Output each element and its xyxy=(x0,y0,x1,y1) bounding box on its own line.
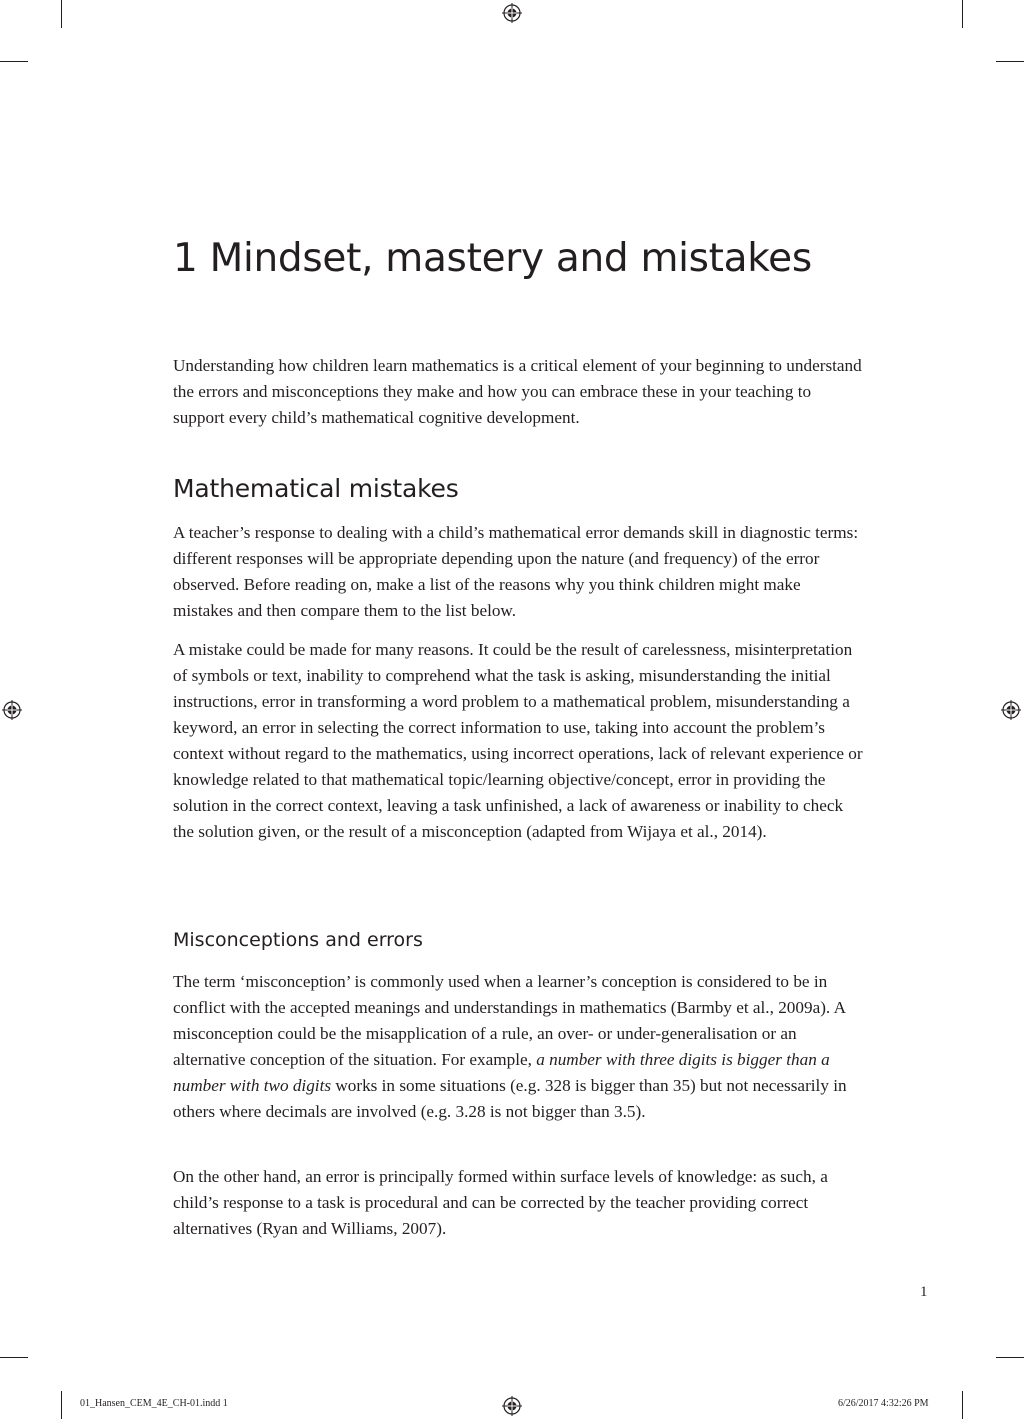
subsection-body xyxy=(173,969,863,1125)
crop-mark-left-top xyxy=(0,61,28,62)
section-body-2 xyxy=(173,637,863,845)
subsection-paragraph-1 xyxy=(173,969,863,1125)
crop-mark-top-right xyxy=(962,0,963,28)
intro-paragraph: Understanding how children learn mathematics is a critical element of your beginning to understand the errors and misconceptions they make and how you can embrace these in your teaching to support every child’s mathematical cognitive development. xyxy=(173,356,862,427)
registration-mark-icon xyxy=(1001,700,1021,720)
registration-mark-icon xyxy=(502,3,522,23)
subsection-paragraph-1-text: The term ‘misconception’ is commonly used when a learner’s conception is considered to be in conflict with the accepted meanings and understandings in mathematics (Barmby et al., 2009a). A misconception could be the misapplication of a rule, an over- or under-generalisation or an alternative conception of the situation. For example, xyxy=(173,972,846,1069)
section-body xyxy=(173,520,863,624)
registration-mark-icon xyxy=(2,700,22,720)
subsection-body-2 xyxy=(173,1164,863,1242)
subsection-paragraph-2: On the other hand, an error is principally formed within surface levels of knowledge: as such, a child’s response to a task is procedural and can be corrected by the teacher providing correct alternatives (Ryan and Williams, 2007). xyxy=(173,1167,828,1238)
subsection-paragraph-1-text-end: works in some situations (e.g. 328 is bigger than 35) but not necessarily in others where decimals are involved (e.g. 3.28 is not bigger than 3.5). xyxy=(173,1076,847,1121)
subsection-heading: Misconceptions and errors xyxy=(173,929,423,951)
chapter-title: 1 Mindset, mastery and mistakes xyxy=(173,236,812,281)
crop-mark-left-bottom xyxy=(0,1357,28,1358)
crop-mark-bottom-right xyxy=(962,1391,963,1419)
slug-filename: 01_Hansen_CEM_4E_CH-01.indd 1 xyxy=(80,1398,228,1409)
registration-mark-icon xyxy=(502,1396,522,1416)
intro-block xyxy=(173,353,863,431)
crop-mark-top-left xyxy=(61,0,62,28)
section-paragraph-2: A mistake could be made for many reasons. It could be the result of carelessness, misinterpretation of symbols or text, inability to comprehend what the task is asking, misunderstanding the initial instructions, error in transforming a word problem to a mathematical problem, misunderstanding a keyword, an error in selecting the correct information to use, taking into account the problem’s context without regard to the mathematics, using incorrect operations, lack of relevant experience or knowledge related to that mathematical topic/learning objective/concept, error in providing the solution in the correct context, leaving a task unfinished, a lack of awareness or inability to check the solution given, or the result of a misconception (adapted from Wijaya et al., 2014). xyxy=(173,640,863,841)
crop-mark-right-top xyxy=(996,61,1024,62)
section-heading: Mathematical mistakes xyxy=(173,474,459,503)
slug-timestamp: 6/26/2017 4:32:26 PM xyxy=(838,1398,929,1409)
section-paragraph-1: A teacher’s response to dealing with a child’s mathematical error demands skill in diagnostic terms: different responses will be appropriate depending upon the nature (and frequency) of the error observed. Before reading on, make a list of the reasons why you think children might make mistakes and then compare them to the list below. xyxy=(173,523,859,620)
page-number: 1 xyxy=(920,1284,928,1300)
subsection-paragraph-1-italic: a number with three digits is bigger than a number with two digits xyxy=(173,1050,830,1095)
crop-mark-bottom-left xyxy=(61,1391,62,1419)
crop-mark-right-bottom xyxy=(996,1357,1024,1358)
